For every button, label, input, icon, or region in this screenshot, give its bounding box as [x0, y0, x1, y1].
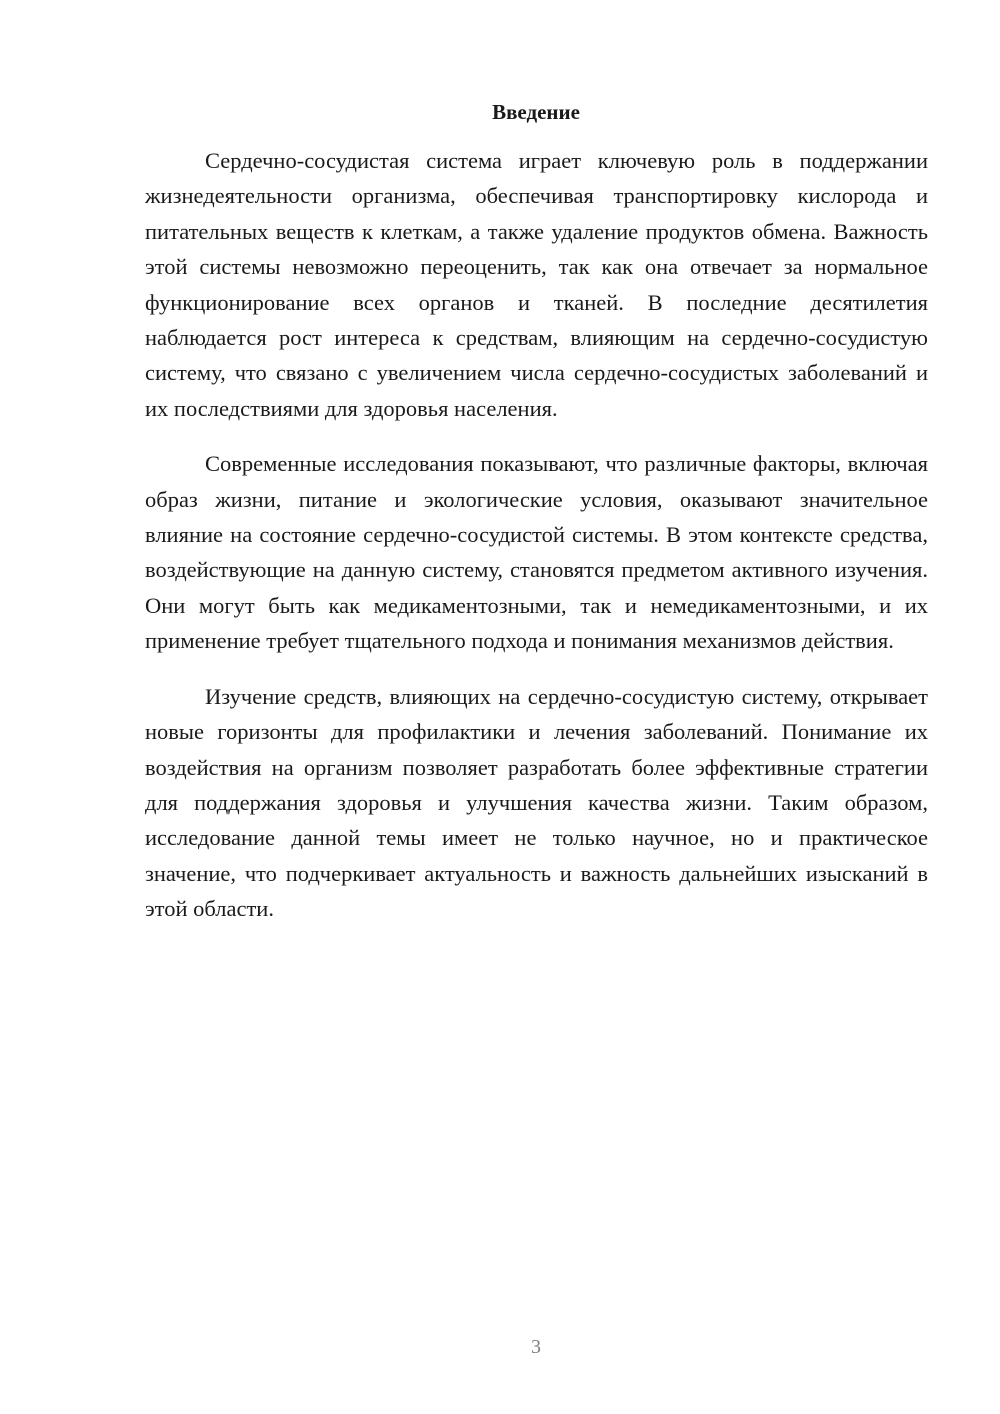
- section-title: Введение: [492, 100, 580, 124]
- page-number: 3: [531, 1336, 541, 1358]
- body-text: [145, 143, 928, 947]
- paragraph-2: Современные исследования показывают, что различные факторы, включая образ жизни, питание и экологические условия, оказывают значительное влияние на состояние сердечно-сосудистой системы. В этом контексте средства, воздействующие на данную систему, становятся предметом активного изучения. Они могут быть как медикаментозными, так и немедикаментозными, и их применение требует тщательного подхода и понимания механизмов действия.: [145, 451, 928, 654]
- paragraph-1: Сердечно-сосудистая система играет ключевую роль в поддержании жизнедеятельности организма, обеспечивая транспортировку кислорода и питательных веществ к клеткам, а также удаление продуктов обмена. Важность этой системы невозможно переоценить, так как она отвечает за нормальное функционирование всех органов и тканей. В последние десятилетия наблюдается рост интереса к средствам, влияющим на сердечно-сосудистую систему, что связано с увеличением числа сердечно-сосудистых заболеваний и их последствиями для здоровья населения.: [145, 148, 928, 421]
- paragraph-3: Изучение средств, влияющих на сердечно-сосудистую систему, открывает новые горизонты для профилактики и лечения заболеваний. Понимание их воздействия на организм позволяет разработать более эффективные стратегии для поддержания здоровья и улучшения качества жизни. Таким образом, исследование данной темы имеет не только научное, но и практическое значение, что подчеркивает актуальность и важность дальнейших изысканий в этой области.: [145, 683, 928, 922]
